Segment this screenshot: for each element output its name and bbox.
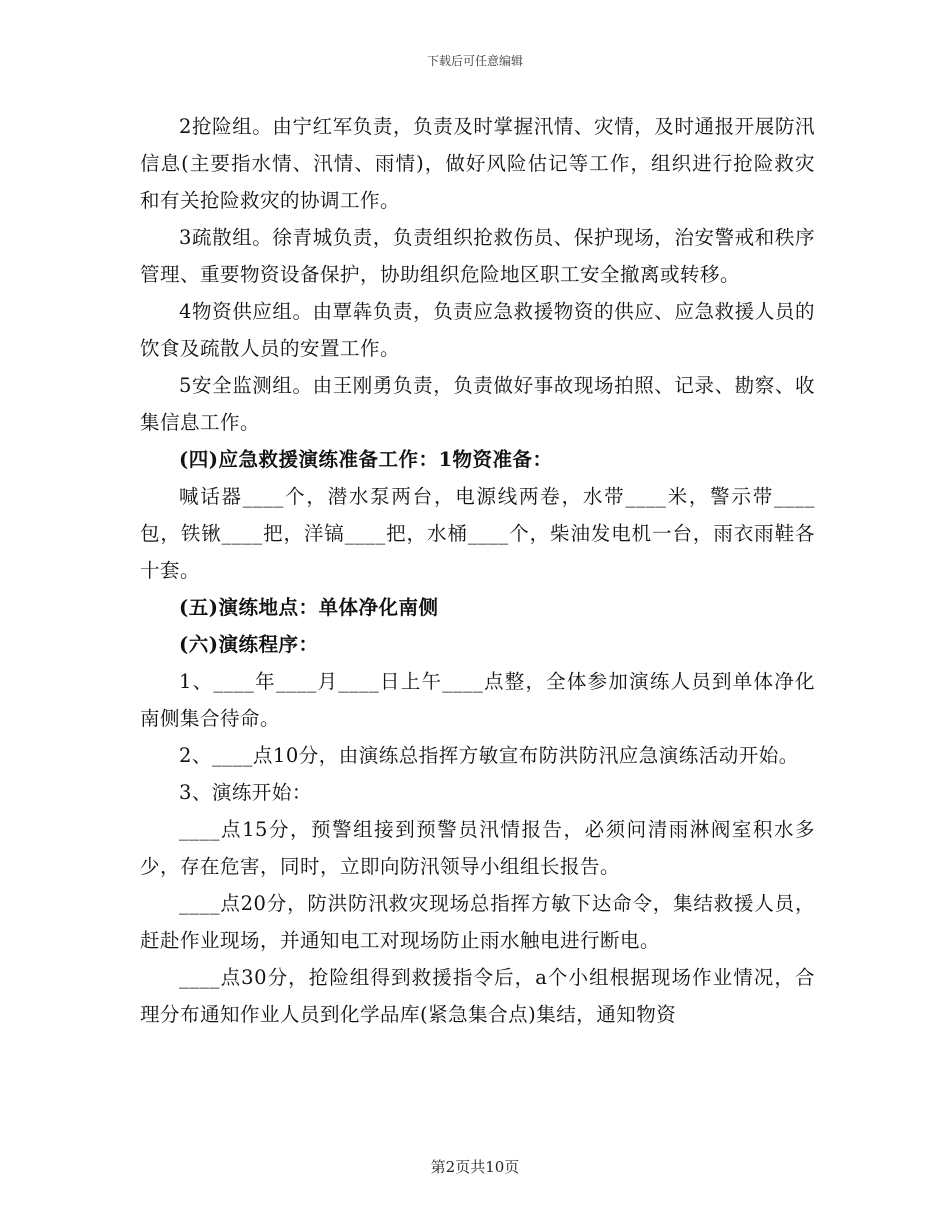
paragraph-step-3-warning: ____点15分，预警组接到预警员汛情报告，必须问清雨淋阀室积水多少，存在危害，同时，立即向防汛领导小组组长报告。 (140, 818, 815, 878)
section-heading-procedure: (六)演练程序： (179, 633, 319, 656)
section-heading-location: (五)演练地点：单体净化南侧 (179, 596, 439, 619)
section-heading-preparation: (四)应急救援演练准备工作：1物资准备： (179, 448, 553, 471)
paragraph-step-1: 1、____年____月____日上午____点整，全体参加演练人员到单体净化南侧集合待命。 (140, 670, 815, 730)
page-header: 下载后可任意编辑 (426, 54, 523, 68)
paragraph-step-3-rescue: ____点30分，抢险组得到救援指令后，a个小组根据现场作业情况，合理分布通知作业人员到化学品库(紧急集合点)集结，通知物资 (140, 966, 815, 1026)
paragraph-step-2: 2、____点10分，由演练总指挥方敏宣布防洪防汛应急演练活动开始。 (179, 744, 799, 767)
paragraph-evacuation-group: 3疏散组。徐青城负责，负责组织抢救伤员、保护现场，治安警戒和秩序管理、重要物资设备保护，协助组织危险地区职工安全撤离或转移。 (140, 226, 815, 286)
paragraph-rescue-group: 2抢险组。由宁红军负责，负责及时掌握汛情、灾情，及时通报开展防汛信息(主要指水情、汛情、雨情)，做好风险估记等工作，组织进行抢险救灾和有关抢险救灾的协调工作。 (140, 115, 815, 212)
paragraph-materials-list: 喊话器____个，潜水泵两台，电源线两卷，水带____米，警示带____包，铁锹____把，洋镐____把，水桶____个，柴油发电机一台，雨衣雨鞋各十套。 (140, 485, 815, 582)
paragraph-safety-monitoring-group: 5安全监测组。由王刚勇负责，负责做好事故现场拍照、记录、勘察、收集信息工作。 (140, 374, 815, 434)
page-footer: 第2页共10页 (430, 1158, 520, 1176)
paragraph-step-3-command: ____点20分，防洪防汛救灾现场总指挥方敏下达命令，集结救援人员，赶赴作业现场，并通知电工对现场防止雨水触电进行断电。 (140, 892, 815, 952)
paragraph-step-3: 3、演练开始： (179, 781, 312, 804)
document-body (140, 108, 815, 1033)
paragraph-supply-group: 4物资供应组。由覃犇负责，负责应急救援物资的供应、应急救援人员的饮食及疏散人员的安置工作。 (140, 300, 815, 360)
